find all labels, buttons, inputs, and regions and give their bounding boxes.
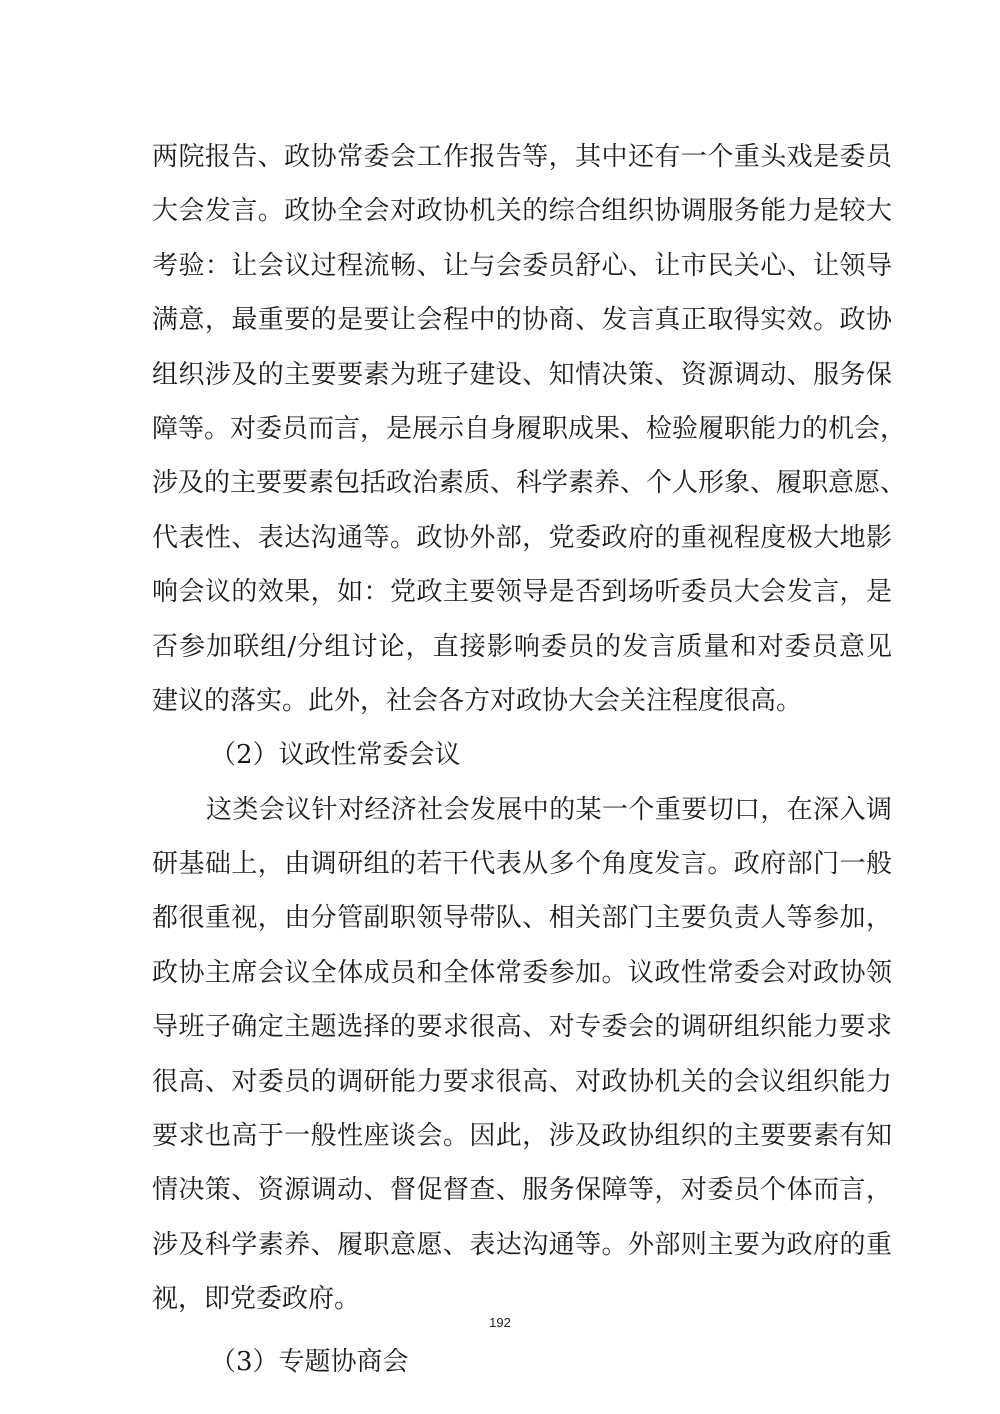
section-heading-2: （2）议政性常委会议 xyxy=(210,740,461,771)
text-line: 要求也高于一般性座谈会。因此，涉及政协组织的主要要素有知 xyxy=(152,1121,892,1152)
paragraph-1 xyxy=(152,130,907,728)
page-number: 192 xyxy=(489,1315,511,1330)
text-line: 视，即党委政府。 xyxy=(152,1284,361,1315)
section-heading-3: （3）专题协商会 xyxy=(210,1346,409,1377)
text-line: 涉及的主要要素包括政治素质、科学素养、个人形象、履职意愿、 xyxy=(152,468,907,499)
text-line: 两院报告、政协常委会工作报告等，其中还有一个重头戏是委员 xyxy=(152,142,892,172)
page-content xyxy=(152,130,907,1389)
text-line: 都很重视，由分管副职领导带队、相关部门主要负责人等参加， xyxy=(152,903,892,934)
text-line: 很高、对委员的调研能力要求很高、对政协机关的会议组织能力 xyxy=(152,1066,892,1097)
text-line: 障等。对委员而言，是展示自身履职成果、检验履职能力的机会， xyxy=(152,413,907,444)
text-line: 满意，最重要的是要让会程中的协商、发言真正取得实效。政协 xyxy=(152,305,892,336)
text-line: 否参加联组/分组讨论，直接影响委员的发言质量和对委员意见 xyxy=(152,631,892,662)
text-line: 响会议的效果，如：党政主要领导是否到场听委员大会发言，是 xyxy=(152,577,892,608)
text-line: 政协主席会议全体成员和全体常委参加。议政性常委会对政协领 xyxy=(152,957,892,988)
text-line: 涉及科学素养、履职意愿、表达沟通等。外部则主要为政府的重 xyxy=(152,1229,892,1260)
text-line: 代表性、表达沟通等。政协外部，党委政府的重视程度极大地影 xyxy=(152,522,892,553)
text-line: 组织涉及的主要要素为班子建设、知情决策、资源调动、服务保 xyxy=(152,359,892,390)
text-line: 导班子确定主题选择的要求很高、对专委会的调研组织能力要求 xyxy=(152,1012,892,1043)
text-line: 考验：让会议过程流畅、让与会委员舒心、让市民关心、让领导 xyxy=(152,250,892,281)
text-line: 研基础上，由调研组的若干代表从多个角度发言。政府部门一般 xyxy=(152,849,892,880)
text-line: 大会发言。政协全会对政协机关的综合组织协调服务能力是较大 xyxy=(152,196,892,227)
text-line: 建议的落实。此外，社会各方对政协大会关注程度很高。 xyxy=(152,685,803,716)
text-line: 这类会议针对经济社会发展中的某一个重要切口，在深入调 xyxy=(206,794,892,825)
text-line: 情决策、资源调动、督促督查、服务保障等，对委员个体而言， xyxy=(152,1175,892,1206)
paragraph-2 xyxy=(152,783,892,1327)
